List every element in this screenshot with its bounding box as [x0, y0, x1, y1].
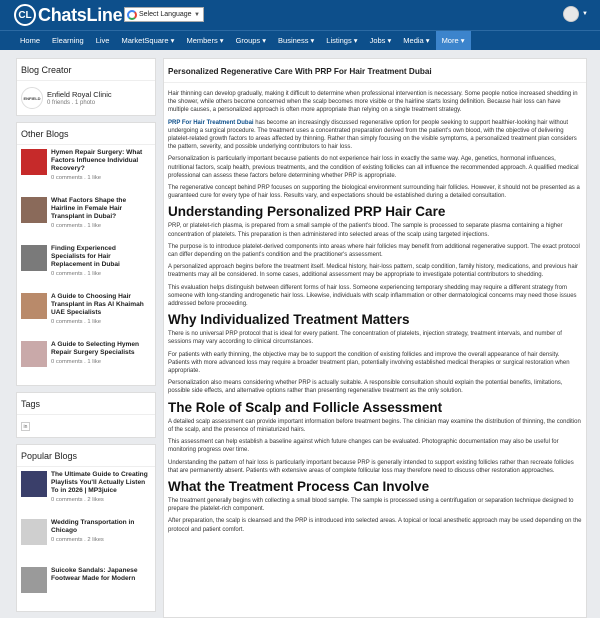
list-item[interactable]	[17, 563, 155, 611]
article-body	[164, 83, 586, 542]
tag-icon[interactable]: in	[21, 422, 30, 431]
top-bar	[0, 0, 600, 30]
paragraph: The purpose is to introduce platelet-derived components into areas where hair follicles may benefit from additional regenerative support. The exact protocol can differ depending on the patient's condition and the practitioner's assessment.	[168, 243, 580, 259]
popular-blogs-title: Popular Blogs	[17, 445, 155, 467]
paragraph: The regenerative concept behind PRP focuses on supporting the biological environment surrounding hair follicles. However, it should not be presented as a guaranteed cure for every type of hair loss. Results vary, and expectations should be established during a detailed consultation.	[168, 185, 580, 200]
list-item[interactable]	[17, 337, 155, 385]
paragraph: Understanding the pattern of hair loss is particularly important because PRP is generally intended to support existing follicles rather than recreate follicles that are permanently absent. Patients with extensive areas of complete follicular loss may therefore need to discuss other restoration approaches.	[168, 459, 574, 474]
paragraph: For patients with early thinning, the objective may be to support the condition of existing follicles and improve the overall appearance of hair density. Patients with more advanced loss may require a broader treatment plan, potentially involving established medical therapies or surgical restoration when appropriate.	[168, 351, 570, 375]
paragraph: The treatment generally begins with collecting a small blood sample. The sample is processed using a centrifugation or separation technique designed to prepare the platelet-rich component.	[168, 497, 574, 513]
blog-creator-panel	[16, 58, 156, 116]
list-item[interactable]	[17, 145, 155, 193]
blog-meta: 0 comments . 1 like	[51, 175, 101, 181]
blog-title[interactable]: Hymen Repair Surgery: What Factors Influence Individual Recovery?	[51, 149, 143, 172]
blog-thumbnail[interactable]	[21, 471, 47, 497]
site-logo[interactable]	[14, 4, 122, 26]
blog-thumbnail[interactable]	[21, 519, 47, 545]
section-heading: Why Individualized Treatment Matters	[168, 312, 410, 328]
blog-meta: 0 comments . 2 likes	[51, 497, 104, 503]
tags-title: Tags	[17, 393, 155, 415]
creator-name[interactable]: Enfield Royal Clinic	[47, 90, 112, 99]
list-item[interactable]	[17, 289, 155, 337]
creator-stats: 0 friends . 1 photo	[47, 100, 96, 106]
paragraph: A detailed scalp assessment can provide important information before treatment begins. The clinician may examine the distribution of thinning, the condition of the scalp, and the presence of miniaturized hairs.	[168, 418, 581, 433]
blog-creator-title: Blog Creator	[17, 59, 155, 81]
section-heading: What the Treatment Process Can Involve	[168, 478, 430, 494]
main-nav	[0, 30, 600, 50]
chevron-down-icon: ▼	[582, 11, 588, 17]
section-heading: The Role of Scalp and Follicle Assessment	[168, 399, 443, 415]
creator-card[interactable]	[17, 81, 155, 115]
section-heading: Understanding Personalized PRP Hair Care	[168, 204, 446, 220]
paragraph: Personalization is particularly important because patients do not experience hair loss in exactly the same way. Age, genetics, hormonal influences, nutritional factors, scalp health, previous treatments, and the condition of existing follicles can all influence the recommended approach. A qualified medical professional can assess these factors before determining whether PRP is appropriate.	[168, 156, 579, 179]
paragraph: PRP, or platelet-rich plasma, is prepared from a small sample of the patient's blood. The sample is processed to separate plasma containing a higher concentration of platelets. This preparation is then administered into selected areas of the scalp using targeted injections.	[168, 223, 563, 238]
chevron-down-icon: ▼	[194, 11, 200, 18]
logo-text: ChatsLine	[38, 4, 123, 25]
paragraph: Hair thinning can develop gradually, making it difficult to determine when professional intervention is necessary. Some people notice increased shedding in the shower, while others become concerned when the scalp becomes more visible or the hairline starts losing definition. Because hair loss can have multiple causes, a personalized approach is often more appropriate than relying on a single treatment strategy.	[168, 91, 578, 114]
avatar[interactable]	[563, 6, 579, 22]
user-menu[interactable]	[563, 6, 588, 22]
nav-media[interactable]: Media ▾	[403, 36, 430, 45]
paragraph: After preparation, the scalp is cleansed and the PRP is introduced into selected areas. A topical or local anesthetic approach may be used depending on the protocol and patient comfort.	[168, 518, 582, 533]
nav-groups[interactable]: Groups ▾	[235, 36, 267, 45]
blog-meta: 0 comments . 1 like	[51, 271, 101, 277]
blog-title[interactable]: A Guide to Choosing Hair Transplant in Ras Al Khaimah UAE Specialists	[51, 293, 144, 316]
blog-thumbnail[interactable]	[21, 341, 47, 367]
page-title: Personalized Regenerative Care With PRP For Hair Treatment Dubai	[164, 59, 586, 83]
nav-marketsquare[interactable]: MarketSquare ▾	[121, 36, 175, 45]
blog-title[interactable]: Suicoke Sandals: Japanese Footwear Made for Modern	[51, 567, 138, 582]
language-select-label: Select Language	[139, 11, 192, 18]
blog-thumbnail[interactable]	[21, 567, 47, 593]
blog-title[interactable]: A Guide to Selecting Hymen Repair Surgery Specialists	[51, 341, 140, 356]
blog-title[interactable]: Finding Experienced Specialists for Hair Replacement in Dubai	[51, 245, 120, 268]
blog-title[interactable]: What Factors Shape the Hairline in Female Hair Transplant in Dubai?	[51, 197, 127, 220]
other-blogs-panel	[16, 122, 156, 386]
nav-listings[interactable]: Listings ▾	[326, 36, 358, 45]
paragraph-text: has become an increasingly discussed regenerative option for people seeking to support healthier-looking hair without undergoing a surgical procedure. The treatment uses a concentrated preparation derived from the patient's own blood, with the objective of delivering platelet-related growth factors to areas affected by thinning. Rather than simply focusing on the visible symptoms, a personalized treatment plan considers the pattern, severity, and possible underlying contributors to hair loss.	[168, 119, 577, 151]
nav-members[interactable]: Members ▾	[186, 36, 224, 45]
blog-meta: 0 comments . 1 like	[51, 319, 101, 325]
blog-title[interactable]: The Ultimate Guide to Creating Playlists You'll Actually Listen To in 2026 | MP3juice	[51, 471, 148, 494]
creator-avatar[interactable]: ENFIELD	[21, 87, 43, 109]
blog-thumbnail[interactable]	[21, 245, 47, 271]
nav-home[interactable]: Home	[20, 36, 41, 45]
blog-thumbnail[interactable]	[21, 149, 47, 175]
article-panel	[163, 58, 587, 618]
sidebar	[16, 58, 156, 618]
blog-title[interactable]: Wedding Transportation in Chicago	[51, 519, 135, 534]
nav-more[interactable]: More ▾	[436, 31, 471, 50]
blog-thumbnail[interactable]	[21, 197, 47, 223]
paragraph: This evaluation helps distinguish between different forms of hair loss. Someone experiencing temporary shedding may require a different strategy from someone with long-standing androgenetic hair loss. Likewise, individuals with scalp inflammation or other dermatological concerns may need those issues addressed before proceeding.	[168, 284, 577, 308]
nav-elearning[interactable]: Elearning	[52, 36, 84, 45]
nav-business[interactable]: Business ▾	[278, 36, 315, 45]
logo-mark: CL	[14, 4, 36, 26]
google-icon	[127, 10, 137, 20]
nav-live[interactable]: Live	[95, 36, 110, 45]
other-blogs-title: Other Blogs	[17, 123, 155, 145]
blog-meta: 0 comments . 1 like	[51, 223, 101, 229]
nav-jobs[interactable]: Jobs ▾	[369, 36, 392, 45]
paragraph: This assessment can help establish a baseline against which future changes can be evaluated. Photographic documentation may also be useful for monitoring progress over time.	[168, 439, 559, 454]
language-select[interactable]	[124, 7, 204, 22]
list-item[interactable]	[17, 515, 155, 563]
list-item[interactable]	[17, 193, 155, 241]
blog-meta: 0 comments . 2 likes	[51, 537, 104, 543]
paragraph: A personalized approach begins before the treatment itself. Medical history, hair-loss pattern, scalp condition, family history, medications, and previous hair treatments may all be considered. In some cases, additional assessment may be appropriate to investigate potential contributors to shedding.	[168, 264, 578, 279]
paragraph	[168, 119, 582, 152]
paragraph: There is no universal PRP protocol that is ideal for every patient. The concentration of platelets, injection strategy, treatment intervals, and number of sessions may vary according to clinical circumstances.	[168, 331, 562, 346]
popular-blogs-panel	[16, 444, 156, 612]
list-item[interactable]	[17, 467, 155, 515]
blog-thumbnail[interactable]	[21, 293, 47, 319]
list-item[interactable]	[17, 241, 155, 289]
tags-panel	[16, 392, 156, 438]
article-link[interactable]: PRP For Hair Treatment Dubai	[168, 119, 254, 126]
blog-meta: 0 comments . 1 like	[51, 359, 101, 365]
paragraph: Personalization also means considering whether PRP is actually suitable. A responsible consultation should explain the potential benefits, limitations, possible side effects, and alternative options rather than presenting regenerative treatment as the only solution.	[168, 380, 563, 395]
